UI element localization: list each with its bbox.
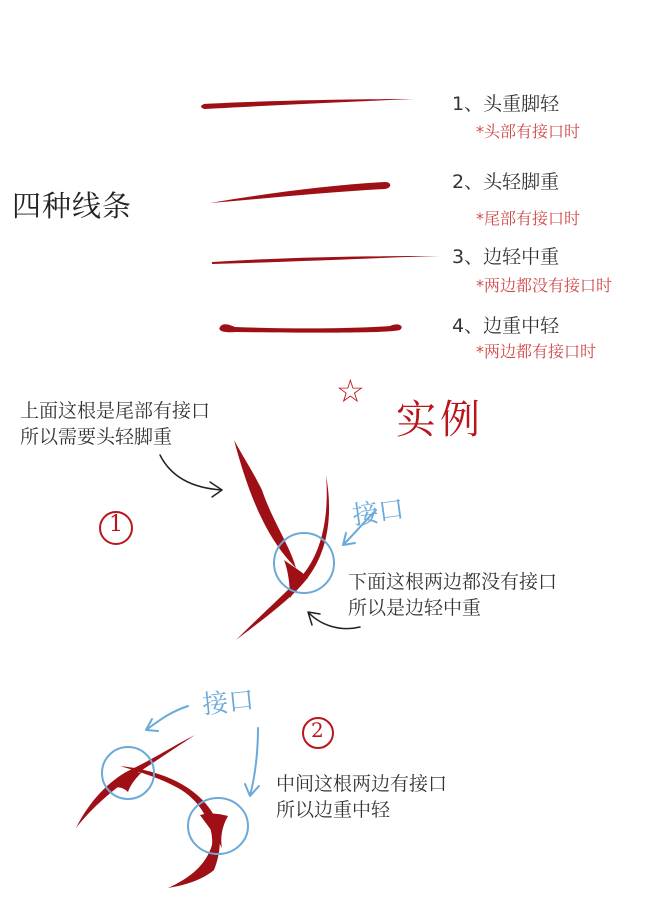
line-type-label-2: 2、头轻脚重 bbox=[452, 171, 560, 193]
example2-arc-stroke bbox=[120, 766, 220, 888]
stroke-sample-tail-heavy bbox=[210, 182, 390, 203]
explain-top-line-2: 所以需要头轻脚重 bbox=[20, 426, 173, 448]
arrow-to-joint-2b bbox=[245, 728, 259, 796]
explain-bottom-line-1: 下面这根两边都没有接口 bbox=[348, 571, 558, 593]
stroke-sample-ends-heavy bbox=[219, 324, 401, 332]
explain-bottom-line-2: 所以是边轻中重 bbox=[348, 597, 482, 619]
line-type-note-1: *头部有接口时 bbox=[476, 122, 581, 141]
explain-middle-line-1: 中间这根两边有接口 bbox=[276, 773, 448, 795]
badge-2-number: 2 bbox=[311, 718, 324, 742]
star-icon: ☆ bbox=[336, 372, 365, 410]
line-type-note-3: *两边都没有接口时 bbox=[476, 276, 613, 295]
line-type-label-3: 3、边轻中重 bbox=[452, 246, 560, 268]
explain-middle-line-2: 所以边重中轻 bbox=[276, 799, 391, 821]
line-type-note-2: *尾部有接口时 bbox=[476, 209, 581, 228]
joint-circle-1 bbox=[274, 533, 334, 593]
example1-lower-stroke bbox=[236, 475, 329, 640]
explain-bottom bbox=[348, 569, 557, 621]
page-title: 四种线条 bbox=[12, 189, 133, 223]
joint-label-2: 接口 bbox=[200, 685, 256, 721]
joint-label-1: 接口 bbox=[350, 494, 407, 532]
example1-upper-stroke bbox=[234, 440, 296, 568]
stroke-sample-head-heavy bbox=[201, 99, 414, 109]
line-type-label-4: 4、边重中轻 bbox=[452, 315, 560, 337]
arrow-to-joint-2a bbox=[146, 706, 188, 731]
line-type-label-1: 1、头重脚轻 bbox=[452, 93, 560, 115]
example-heading: 实例 bbox=[396, 397, 484, 443]
explain-top bbox=[20, 398, 210, 450]
badge-1-number: 1 bbox=[109, 512, 123, 537]
explain-top-line-1: 上面这根是尾部有接口 bbox=[20, 400, 211, 422]
arrow-top-explain bbox=[160, 455, 222, 497]
stroke-sample-middle-heavy bbox=[212, 256, 440, 264]
line-type-note-4: *两边都有接口时 bbox=[476, 342, 597, 361]
explain-middle bbox=[276, 771, 447, 823]
